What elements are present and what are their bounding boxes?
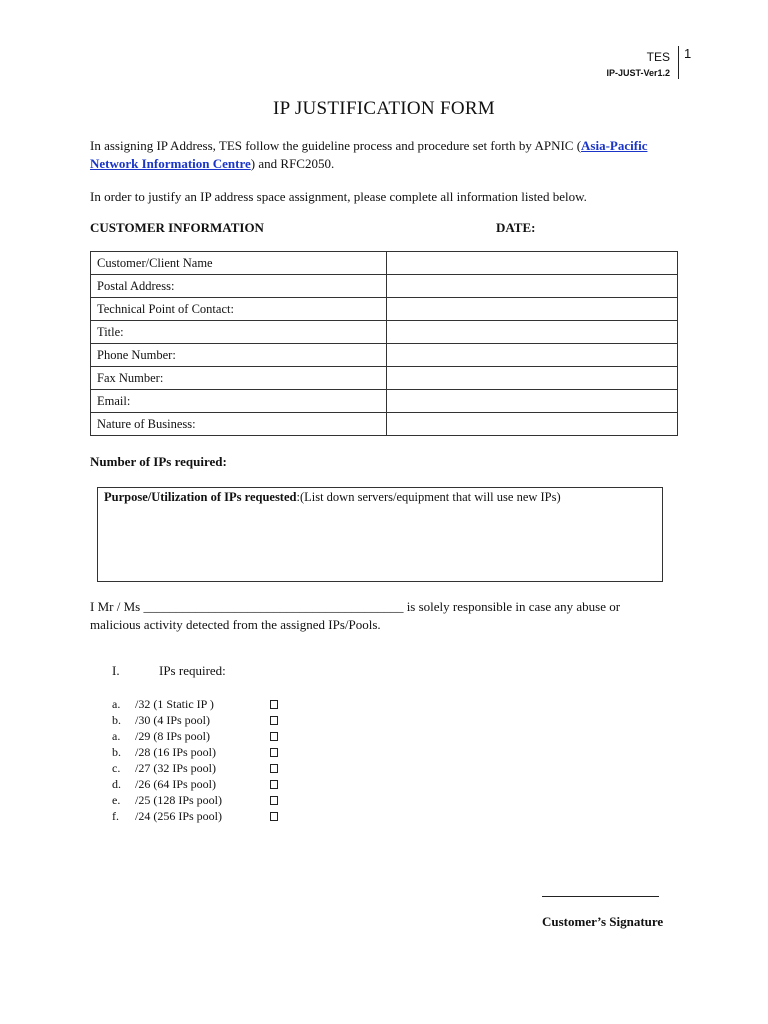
ip-option-item — [112, 760, 216, 776]
option-label: /32 (1 Static IP ) — [135, 697, 214, 711]
ip-option-item — [112, 792, 222, 808]
field-label: Customer/Client Name — [91, 252, 387, 275]
option-checkbox[interactable] — [270, 732, 278, 741]
option-letter: b. — [112, 713, 121, 727]
field-label: Phone Number: — [91, 344, 387, 367]
field-label: Technical Point of Contact: — [91, 298, 387, 321]
field-value-input[interactable] — [387, 321, 678, 344]
field-label: Fax Number: — [91, 367, 387, 390]
ip-option-item — [112, 776, 216, 792]
field-value-input[interactable] — [387, 367, 678, 390]
field-label: Nature of Business: — [91, 413, 387, 436]
intro-paragraph — [90, 137, 670, 173]
ip-option-item — [112, 712, 210, 728]
purpose-note: :(List down servers/equipment that will use new IPs) — [296, 490, 561, 504]
header-divider — [678, 46, 679, 79]
intro-text-before: In assigning IP Address, TES follow the guideline process and procedure set forth by APNIC ( — [90, 138, 582, 153]
option-label: /27 (32 IPs pool) — [135, 761, 216, 775]
field-value-input[interactable] — [387, 413, 678, 436]
intro-text-after: ) and RFC2050. — [250, 156, 335, 171]
option-letter: f. — [112, 809, 119, 823]
table-row — [91, 390, 678, 413]
ips-required-heading: IPs required: — [159, 663, 226, 678]
option-label: /26 (64 IPs pool) — [135, 777, 216, 791]
option-label: /25 (128 IPs pool) — [135, 793, 222, 807]
declaration-text: I Mr / Ms ________________________________________ is solely responsible in case any abuse or malicious activity detected from the assigned IPs/Pools. — [90, 599, 621, 632]
purpose-label: Purpose/Utilization of IPs requested — [104, 490, 297, 504]
field-value-input[interactable] — [387, 390, 678, 413]
option-checkbox[interactable] — [270, 700, 278, 709]
company-name: TES — [646, 50, 670, 64]
option-label: /30 (4 IPs pool) — [135, 713, 210, 727]
option-letter: a. — [112, 697, 121, 711]
field-value-input[interactable] — [387, 344, 678, 367]
field-value-input[interactable] — [387, 275, 678, 298]
option-letter: d. — [112, 777, 121, 791]
ip-option-item — [112, 696, 214, 712]
purpose-box[interactable] — [97, 487, 663, 582]
field-label: Title: — [91, 321, 387, 344]
apnic-link[interactable]: Asia-Pacific Network Information Centre — [90, 138, 648, 171]
instruction-text: In order to justify an IP address space assignment, please complete all information listed below. — [90, 189, 587, 204]
page-title: IP JUSTIFICATION FORM — [272, 98, 496, 119]
table-row — [91, 298, 678, 321]
table-row — [91, 344, 678, 367]
field-label: Postal Address: — [91, 275, 387, 298]
option-label: /24 (256 IPs pool) — [135, 809, 222, 823]
signature-line — [542, 896, 659, 897]
page-number: 1 — [684, 46, 692, 61]
option-checkbox[interactable] — [270, 764, 278, 773]
option-label: /28 (16 IPs pool) — [135, 745, 216, 759]
ip-option-item — [112, 744, 216, 760]
document-reference: IP-JUST-Ver1.2 — [606, 68, 670, 78]
ip-option-item — [112, 808, 222, 824]
option-letter: a. — [112, 729, 121, 743]
option-checkbox[interactable] — [270, 716, 278, 725]
field-value-input[interactable] — [387, 298, 678, 321]
customer-info-heading: CUSTOMER INFORMATION — [90, 220, 264, 235]
num-ips-label: Number of IPs required: — [90, 454, 227, 469]
date-label: DATE: — [496, 220, 536, 235]
table-row — [91, 275, 678, 298]
table-row — [91, 252, 678, 275]
ip-option-item — [112, 728, 210, 744]
option-letter: c. — [112, 761, 121, 775]
field-value-input[interactable] — [387, 252, 678, 275]
option-letter: b. — [112, 745, 121, 759]
option-checkbox[interactable] — [270, 796, 278, 805]
table-row — [91, 367, 678, 390]
ips-required-numeral: I. — [112, 663, 120, 678]
option-checkbox[interactable] — [270, 812, 278, 821]
field-label: Email: — [91, 390, 387, 413]
customer-info-table — [90, 251, 678, 436]
signature-label: Customer’s Signature — [542, 914, 664, 929]
table-row — [91, 413, 678, 436]
table-row — [91, 321, 678, 344]
option-checkbox[interactable] — [270, 748, 278, 757]
option-letter: e. — [112, 793, 121, 807]
option-checkbox[interactable] — [270, 780, 278, 789]
option-label: /29 (8 IPs pool) — [135, 729, 210, 743]
